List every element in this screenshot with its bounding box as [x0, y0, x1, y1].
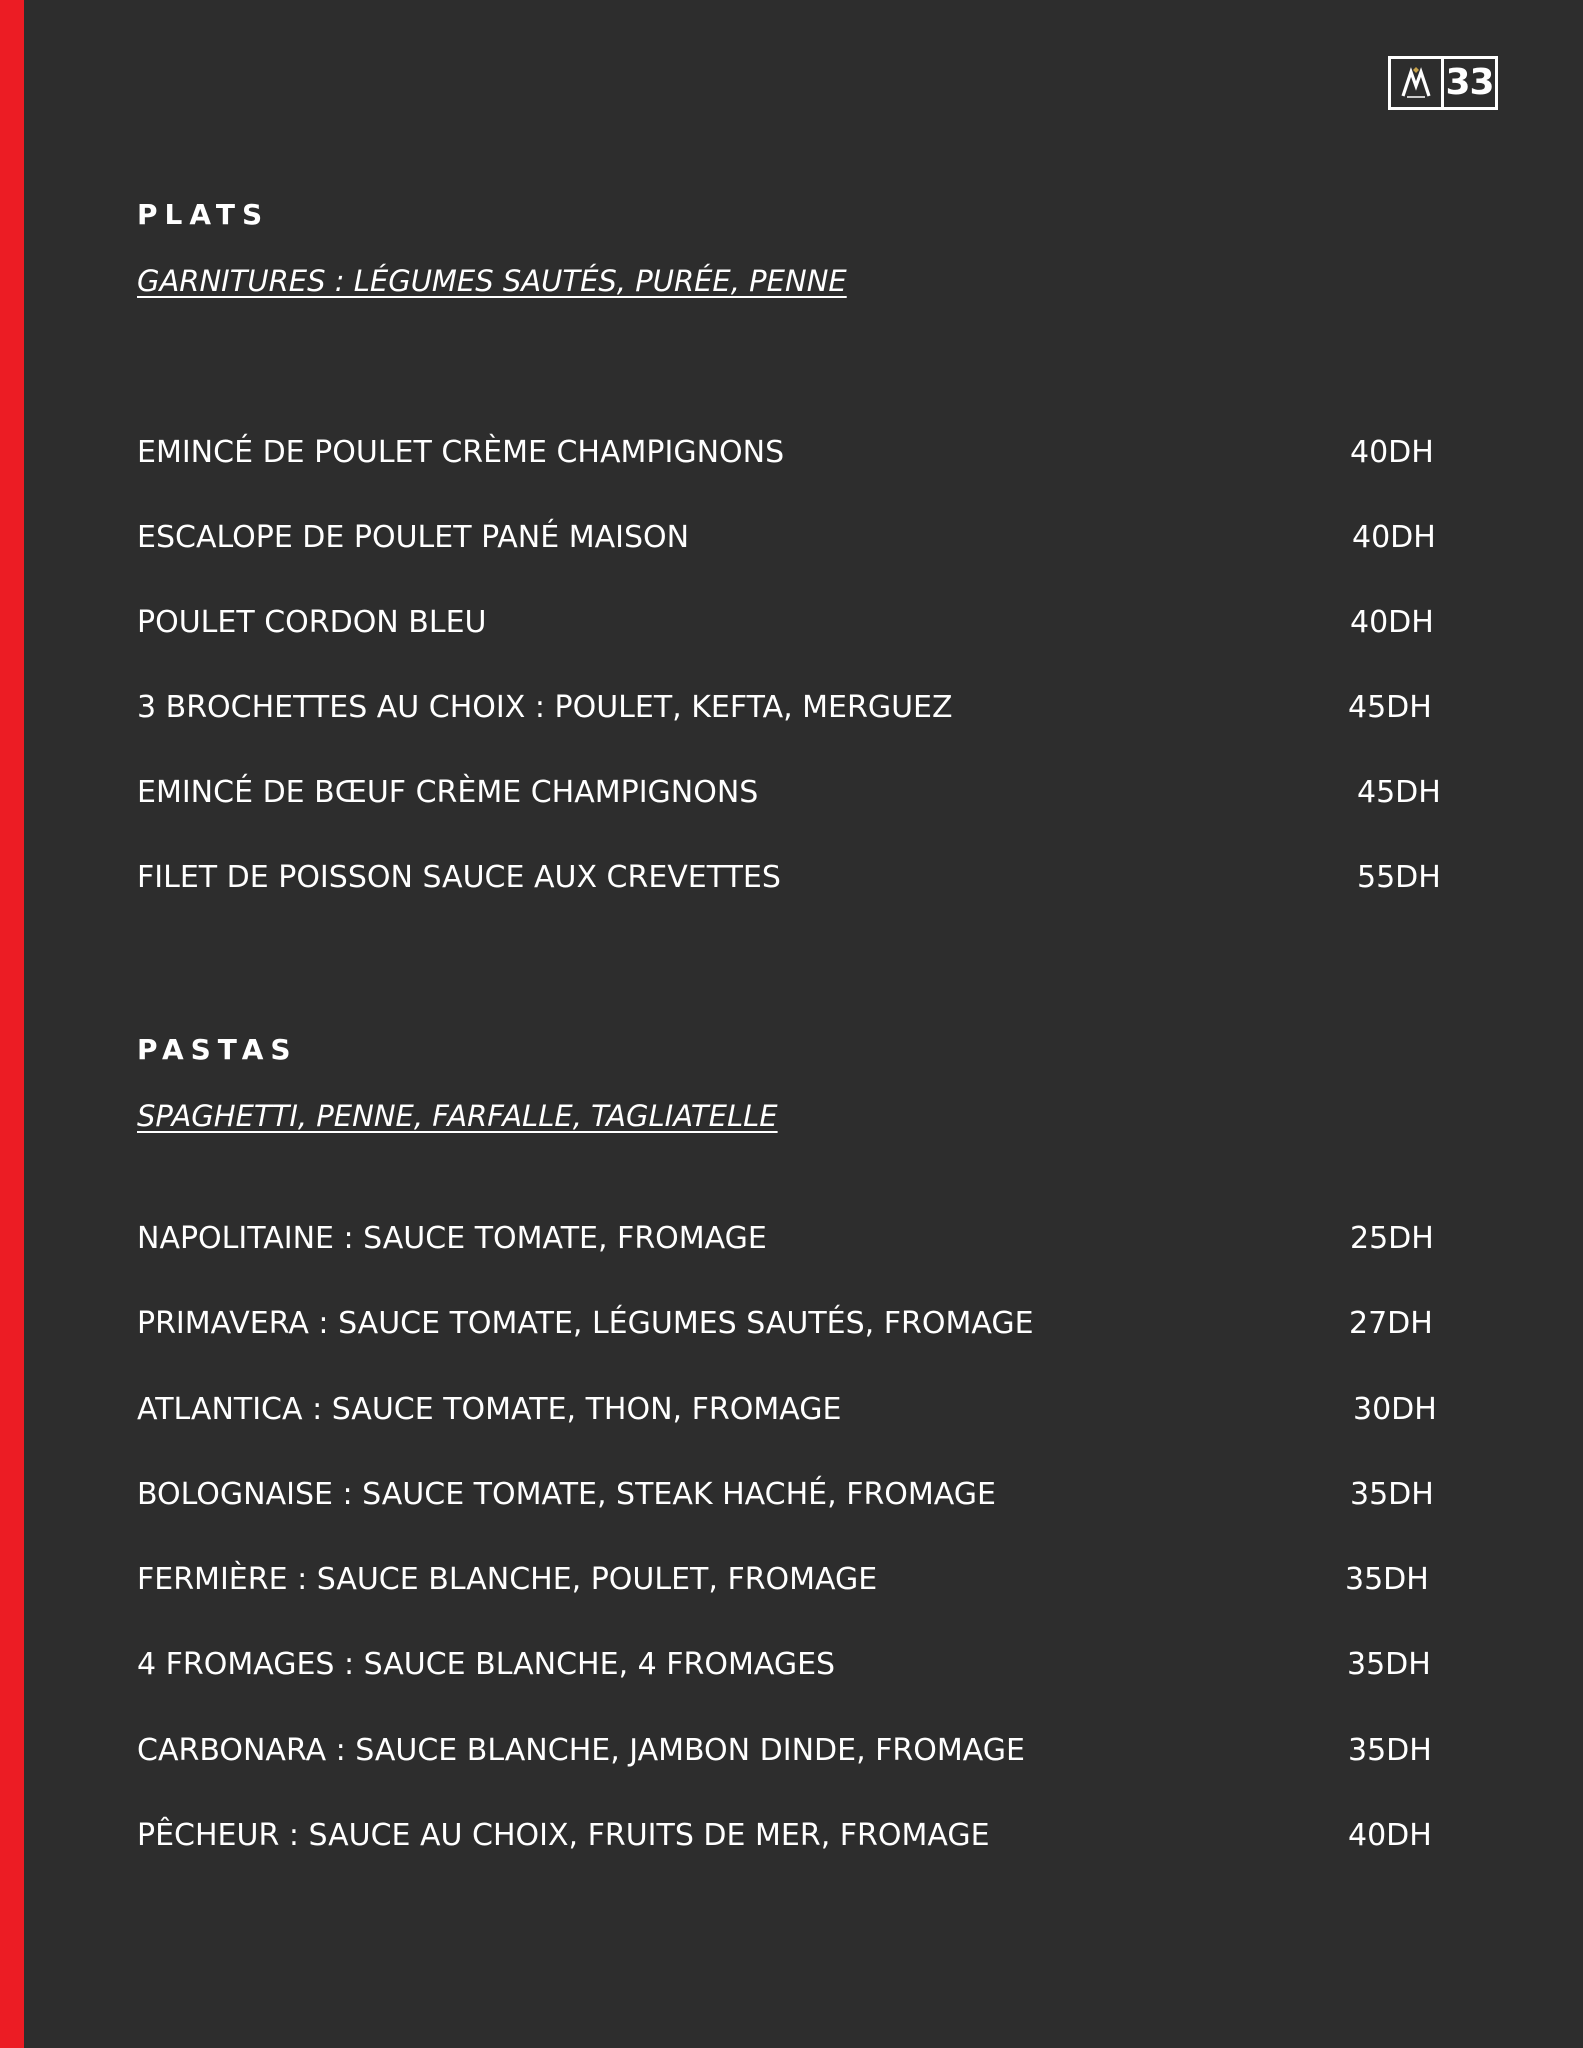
menu-item-price: 45DH: [1348, 690, 1432, 725]
section-title-pastas: PASTAS: [137, 1033, 298, 1066]
menu-item-price: 35DH: [1348, 1733, 1432, 1768]
menu-item-name: EMINCÉ DE BŒUF CRÈME CHAMPIGNONS: [137, 775, 759, 810]
menu-item: [137, 1560, 1447, 1600]
menu-item: [137, 688, 1447, 728]
menu-item-price: 27DH: [1349, 1306, 1433, 1341]
m-monogram-icon: [1391, 59, 1444, 107]
menu-item-price: 35DH: [1350, 1477, 1434, 1512]
menu-item: [137, 1475, 1447, 1515]
menu-item-price: 30DH: [1353, 1392, 1437, 1427]
menu-item-price: 40DH: [1350, 435, 1434, 470]
menu-item-name: PRIMAVERA : SAUCE TOMATE, LÉGUMES SAUTÉS, FROMAGE: [137, 1306, 1034, 1341]
menu-item-price: 35DH: [1347, 1647, 1431, 1682]
menu-item-name: EMINCÉ DE POULET CRÈME CHAMPIGNONS: [137, 435, 785, 470]
menu-item: [137, 858, 1447, 898]
menu-item: [137, 1645, 1447, 1685]
logo-number: 33: [1445, 62, 1494, 103]
menu-item: [137, 1219, 1447, 1259]
menu-item-name: 3 BROCHETTES AU CHOIX : POULET, KEFTA, MERGUEZ: [137, 690, 953, 725]
section-title-plats: PLATS: [137, 198, 270, 231]
menu-item-name: ESCALOPE DE POULET PANÉ MAISON: [137, 520, 690, 555]
menu-item-price: 40DH: [1352, 520, 1436, 555]
menu-item-price: 55DH: [1357, 860, 1441, 895]
section-subtitle-plats: GARNITURES : LÉGUMES SAUTÉS, PURÉE, PENNE: [137, 264, 847, 298]
red-accent-stripe: [0, 0, 24, 2048]
menu-item-name: FERMIÈRE : SAUCE BLANCHE, POULET, FROMAGE: [137, 1562, 878, 1597]
menu-item: [137, 518, 1447, 558]
menu-item-price: 45DH: [1357, 775, 1441, 810]
menu-item-name: CARBONARA : SAUCE BLANCHE, JAMBON DINDE, FROMAGE: [137, 1733, 1025, 1768]
menu-item: [137, 433, 1447, 473]
menu-item-name: ATLANTICA : SAUCE TOMATE, THON, FROMAGE: [137, 1392, 842, 1427]
section-subtitle-pastas: SPAGHETTI, PENNE, FARFALLE, TAGLIATELLE: [137, 1099, 778, 1133]
menu-item: [137, 1816, 1447, 1856]
menu-item: [137, 1390, 1447, 1430]
menu-item-price: 40DH: [1350, 605, 1434, 640]
menu-item: [137, 603, 1447, 643]
menu-item-name: NAPOLITAINE : SAUCE TOMATE, FROMAGE: [137, 1221, 767, 1256]
menu-item-price: 40DH: [1348, 1818, 1432, 1853]
menu-item-price: 25DH: [1350, 1221, 1434, 1256]
menu-item-price: 35DH: [1345, 1562, 1429, 1597]
menu-item: [137, 1304, 1447, 1344]
menu-item-name: BOLOGNAISE : SAUCE TOMATE, STEAK HACHÉ, FROMAGE: [137, 1477, 996, 1512]
menu-item-name: 4 FROMAGES : SAUCE BLANCHE, 4 FROMAGES: [137, 1647, 836, 1682]
menu-item-name: POULET CORDON BLEU: [137, 605, 487, 640]
menu-item: [137, 1731, 1447, 1771]
menu-item-name: PÊCHEUR : SAUCE AU CHOIX, FRUITS DE MER, FROMAGE: [137, 1818, 990, 1853]
menu-item-name: FILET DE POISSON SAUCE AUX CREVETTES: [137, 860, 781, 895]
menu-item: [137, 773, 1447, 813]
restaurant-logo: [1388, 56, 1498, 110]
